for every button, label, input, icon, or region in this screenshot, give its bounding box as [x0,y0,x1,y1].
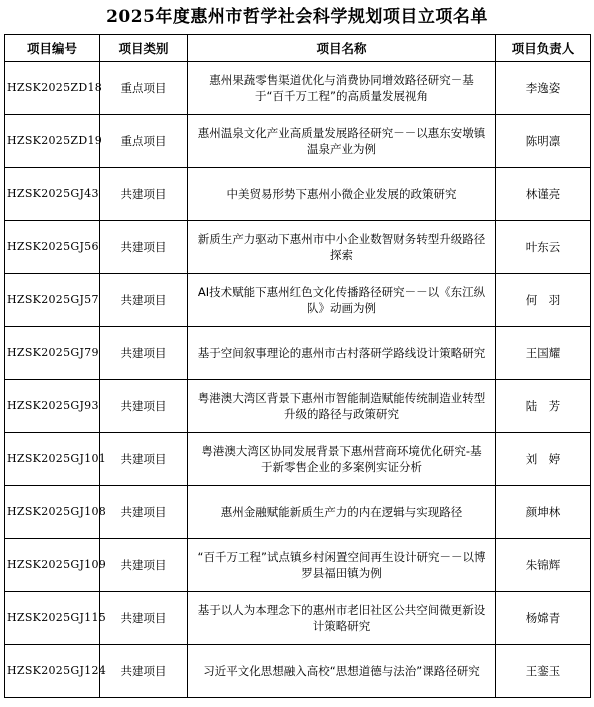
project-category: 共建项目 [100,433,188,486]
project-leader: 陆 芳 [496,380,591,433]
table-row [5,592,591,645]
project-name: AI技术赋能下惠州红色文化传播路径研究－－以《东江纵队》动画为例 [188,274,496,327]
table-row [5,486,591,539]
project-code: HZSK2025GJ109 [5,539,100,592]
project-category: 重点项目 [100,62,188,115]
project-leader: 林谨亮 [496,168,591,221]
column-header-leader: 项目负责人 [496,35,591,62]
project-code: HZSK2025GJ57 [5,274,100,327]
table-row [5,115,591,168]
project-category: 共建项目 [100,380,188,433]
table-row [5,168,591,221]
project-leader: 颜坤林 [496,486,591,539]
project-leader: 李逸姿 [496,62,591,115]
table-row [5,380,591,433]
project-code: HZSK2025GJ115 [5,592,100,645]
page-title: 2025年度惠州市哲学社会科学规划项目立项名单 [106,7,488,27]
column-header-name: 项目名称 [188,35,496,62]
project-name: 粤港澳大湾区背景下惠州市智能制造赋能传统制造业转型升级的路径与政策研究 [188,380,496,433]
project-leader: 叶东云 [496,221,591,274]
project-category: 共建项目 [100,168,188,221]
project-leader: 何 羽 [496,274,591,327]
table-header-row [5,35,591,62]
project-code: HZSK2025ZD18 [5,62,100,115]
table-row [5,327,591,380]
project-name: 粤港澳大湾区协同发展背景下惠州营商环境优化研究-基于新零售企业的多案例实证分析 [188,433,496,486]
project-leader: 王国耀 [496,327,591,380]
project-code: HZSK2025GJ93 [5,380,100,433]
table-row [5,539,591,592]
project-category: 共建项目 [100,274,188,327]
project-code: HZSK2025GJ108 [5,486,100,539]
project-leader: 陈明凛 [496,115,591,168]
project-leader: 王銮玉 [496,645,591,698]
project-category: 共建项目 [100,327,188,380]
project-name: 基于空间叙事理论的惠州市古村落研学路线设计策略研究 [188,327,496,380]
project-leader: 朱锦辉 [496,539,591,592]
project-leader: 杨嫦青 [496,592,591,645]
project-category: 共建项目 [100,221,188,274]
project-name: “百千万工程”试点镇乡村闲置空间再生设计研究－－以博罗县福田镇为例 [188,539,496,592]
project-name: 中美贸易形势下惠州小微企业发展的政策研究 [188,168,496,221]
project-category: 共建项目 [100,539,188,592]
column-header-code: 项目编号 [5,35,100,62]
project-category: 共建项目 [100,645,188,698]
project-name: 习近平文化思想融入高校“思想道德与法治”课路径研究 [188,645,496,698]
project-leader: 刘 婷 [496,433,591,486]
project-code: HZSK2025GJ43 [5,168,100,221]
table-row [5,62,591,115]
project-code: HZSK2025GJ79 [5,327,100,380]
project-category: 重点项目 [100,115,188,168]
project-table [4,34,591,698]
column-header-category: 项目类别 [100,35,188,62]
project-code: HZSK2025GJ124 [5,645,100,698]
project-code: HZSK2025ZD19 [5,115,100,168]
project-category: 共建项目 [100,486,188,539]
project-code: HZSK2025GJ101 [5,433,100,486]
project-name: 惠州温泉文化产业高质量发展路径研究－－以惠东安墩镇温泉产业为例 [188,115,496,168]
project-name: 惠州金融赋能新质生产力的内在逻辑与实现路径 [188,486,496,539]
project-name: 新质生产力驱动下惠州市中小企业数智财务转型升级路径探索 [188,221,496,274]
table-row [5,645,591,698]
table-row [5,274,591,327]
project-name: 基于以人为本理念下的惠州市老旧社区公共空间微更新设计策略研究 [188,592,496,645]
project-category: 共建项目 [100,592,188,645]
project-code: HZSK2025GJ56 [5,221,100,274]
table-row [5,221,591,274]
project-name: 惠州果蔬零售渠道优化与消费协同增效路径研究－基于“百千万工程”的高质量发展视角 [188,62,496,115]
table-row [5,433,591,486]
